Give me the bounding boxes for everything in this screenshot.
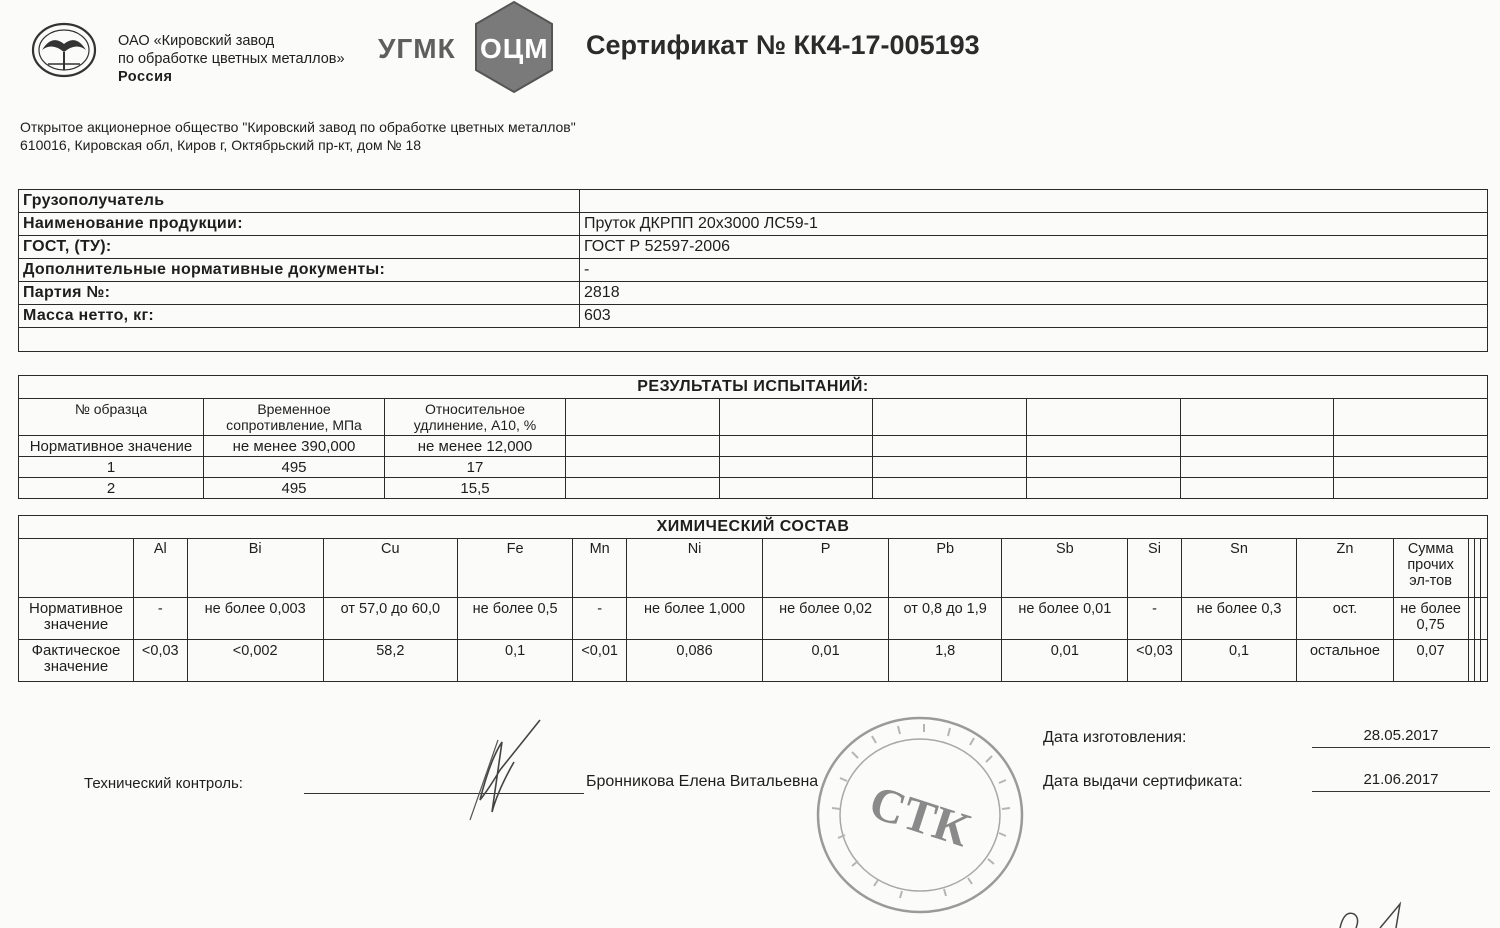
chemistry-norm-row [19,598,1488,640]
company-logo-icon [30,20,98,80]
chemistry-header-row [19,539,1488,598]
manufacture-date-line [1312,747,1490,748]
fact-cell: <0,03 [1128,640,1182,682]
norm-cell: - [1128,598,1182,640]
partial-signature-image [1330,900,1420,928]
chemistry-title: ХИМИЧЕСКИЙ СОСТАВ [19,516,1488,539]
test-results-table [18,375,1488,499]
row-label: Нормативное значение [19,598,134,640]
info-label: Партия №: [19,282,580,305]
info-value: ГОСТ Р 52597-2006 [580,236,1488,259]
manufacture-date-label: Дата изготовления: [1043,729,1187,746]
results-header-cell: Временное сопротивление, МПа [204,399,385,436]
info-value [580,190,1488,213]
info-row-gost [19,236,1488,259]
issue-date-value: 21.06.2017 [1363,771,1439,788]
norm-cell: не более 0,02 [763,598,889,640]
results-cell: 1 [19,457,204,478]
fact-cell: <0,03 [134,640,188,682]
element-header: Сумма прочих эл-тов [1393,539,1468,598]
chemical-composition-table [18,515,1488,682]
stamp-text: СТК [863,775,976,858]
element-header: Cu [323,539,457,598]
results-cell: 495 [204,457,385,478]
fact-cell: 0,1 [457,640,573,682]
element-header: Pb [888,539,1001,598]
company-full-name: Открытое акционерное общество "Кировский завод по обработке цветных металлов" [20,119,576,135]
fact-cell: 0,07 [1393,640,1468,682]
info-row-extra-docs [19,259,1488,282]
norm-cell: ост. [1297,598,1393,640]
row-label: Фактическое значение [19,640,134,682]
fact-cell: остальное [1297,640,1393,682]
manufacture-date-value: 28.05.2017 [1363,727,1439,744]
element-header: Al [134,539,188,598]
results-cell: 15,5 [385,478,566,499]
element-header: Ni [626,539,762,598]
element-header: Sb [1002,539,1128,598]
company-short-name: ОАО «Кировский завод по обработке цветных металлов» Россия [118,33,345,85]
fact-cell: 58,2 [323,640,457,682]
fact-cell: 1,8 [888,640,1001,682]
info-value: - [580,259,1488,282]
fact-cell: <0,002 [187,640,323,682]
element-header: Bi [187,539,323,598]
issue-date-label: Дата выдачи сертификата: [1043,773,1243,790]
results-cell: 17 [385,457,566,478]
element-header: Fe [457,539,573,598]
info-row-product [19,213,1488,236]
issue-date-line [1312,791,1490,792]
fact-cell: 0,01 [1002,640,1128,682]
results-header-row [19,399,1488,436]
fact-cell: <0,01 [573,640,627,682]
signature-image [440,700,560,830]
norm-cell: не более 0,3 [1181,598,1297,640]
info-label: ГОСТ, (ТУ): [19,236,580,259]
norm-cell: не более 0,003 [187,598,323,640]
stamp-image [812,712,1028,918]
results-title: РЕЗУЛЬТАТЫ ИСПЫТАНИЙ: [19,376,1488,399]
fact-cell: 0,086 [626,640,762,682]
results-cell: 2 [19,478,204,499]
info-label: Масса нетто, кг: [19,305,580,328]
results-cell: 495 [204,478,385,499]
norm-cell: от 0,8 до 1,9 [888,598,1001,640]
info-row-net-mass [19,305,1488,328]
brand-left-text: УГМК [378,33,456,64]
results-row [19,457,1488,478]
results-cell: не менее 390,000 [204,436,385,457]
company-info [20,118,580,154]
results-header-cell: № образца [19,399,204,436]
product-info-table [18,189,1488,352]
norm-cell: не более 0,75 [1393,598,1468,640]
brand-right-text: ОЦМ [480,33,549,64]
tech-control-label: Технический контроль: [84,775,243,792]
info-value: Пруток ДКРПП 20х3000 ЛС59-1 [580,213,1488,236]
element-header: P [763,539,889,598]
element-header: Si [1128,539,1182,598]
norm-cell: не более 1,000 [626,598,762,640]
signer-name: Бронникова Елена Витальевна [586,773,819,790]
element-header: Zn [1297,539,1393,598]
fact-cell: 0,1 [1181,640,1297,682]
info-row-consignee [19,190,1488,213]
info-row-empty [19,328,1488,352]
norm-cell: не более 0,01 [1002,598,1128,640]
results-row [19,478,1488,499]
norm-cell: - [573,598,627,640]
element-header: Sn [1181,539,1297,598]
norm-cell: от 57,0 до 60,0 [323,598,457,640]
results-cell: Нормативное значение [19,436,204,457]
company-address: 610016, Кировская обл, Киров г, Октябрьский пр-кт, дом № 18 [20,137,422,153]
element-header: Mn [573,539,627,598]
results-cell: не менее 12,000 [385,436,566,457]
chemistry-fact-row [19,640,1488,682]
info-label: Грузополучатель [19,190,580,213]
info-value: 603 [580,305,1488,328]
norm-cell: не более 0,5 [457,598,573,640]
norm-cell: - [134,598,188,640]
info-label: Дополнительные нормативные документы: [19,259,580,282]
certificate-title: Сертификат № КК4-17-005193 [586,30,980,60]
info-row-batch [19,282,1488,305]
results-row [19,436,1488,457]
results-header-cell: Относительное удлинение, А10, % [385,399,566,436]
fact-cell: 0,01 [763,640,889,682]
info-label: Наименование продукции: [19,213,580,236]
info-value: 2818 [580,282,1488,305]
ugmk-ocm-brand-logo [376,0,566,96]
